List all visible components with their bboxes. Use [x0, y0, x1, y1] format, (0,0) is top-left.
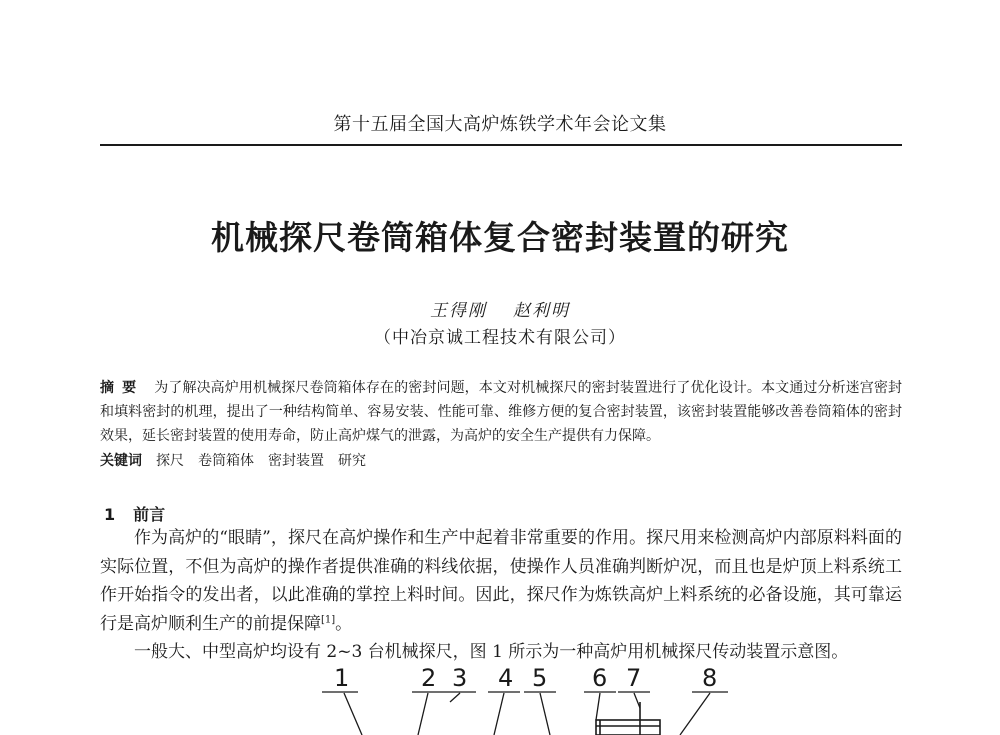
body-paragraph: 一般大、中型高炉均设有 2~3 台机械探尺，图 1 所示为一种高炉用机械探尺传动装置示意图。 [134, 642, 849, 662]
keywords-label: 关键词 [100, 453, 142, 469]
section-number: 1 [104, 505, 116, 524]
callout-label: 6 [592, 664, 608, 692]
abstract-text: 为了解决高炉用机械探尺卷筒箱体存在的密封问题，本文对机械探尺的密封装置进行了优化设计。本文通过分析迷宫密封和填料密封的机理，提出了一种结构简单、容易安装、性能可靠、维修方便的复合密封装置，该密封装置能够改善卷筒箱体的密封效果，延长密封装置的使用寿命，防止高炉煤气的泄露，为高炉的安全生产提供有力保障。 [100, 380, 903, 444]
paragraph-text: 作为高炉的“眼睛”，探尺在高炉操作和生产中起着非常重要的作用。探尺用来检测高炉内部原料料面的实际位置，不但为高炉的操作者提供准确的料线依据，使操作人员准确判断炉况，而且也是炉顶上料系统工作开始指令的发出者，以此准确的掌控上料时间。因此，探尺作为炼铁高炉上料系统的必备设施，其可靠运行是高炉顺利生产的前提保障 [100, 528, 902, 634]
abstract-label: 摘要 [100, 380, 145, 396]
drum-housing-outline [596, 702, 660, 735]
probe-drive-diagram [300, 662, 760, 735]
callout-label: 8 [702, 664, 718, 692]
author-name: 赵利明 [513, 301, 570, 321]
author-list [100, 296, 900, 321]
abstract [100, 376, 902, 448]
section-body [100, 524, 902, 667]
section-heading [104, 502, 165, 525]
author-name: 王得刚 [430, 301, 487, 321]
keyword: 密封装置 [268, 453, 324, 469]
callout-label: 3 [452, 664, 468, 692]
callout-label: 2 [421, 664, 437, 692]
callout-label: 4 [498, 664, 514, 692]
callout-label: 5 [532, 664, 548, 692]
callout-leader-lines [344, 693, 710, 735]
callout-label: 7 [626, 664, 642, 692]
section-title: 前言 [133, 505, 166, 524]
header-rule [100, 144, 902, 146]
keyword: 研究 [338, 453, 366, 469]
author-affiliation: （中冶京诚工程技术有限公司） [374, 328, 626, 348]
paper-title: 机械探尺卷筒箱体复合密封装置的研究 [211, 218, 789, 257]
callout-label: 1 [334, 664, 350, 692]
body-paragraph [100, 524, 902, 638]
paragraph-end: 。 [335, 613, 353, 634]
figure-1-diagram [300, 662, 760, 735]
keyword: 探尺 [156, 453, 184, 469]
citation-ref: [1] [321, 613, 336, 625]
keywords [100, 449, 902, 473]
keyword: 卷筒箱体 [198, 453, 254, 469]
running-header: 第十五届全国大高炉炼铁学术年会论文集 [333, 114, 667, 135]
